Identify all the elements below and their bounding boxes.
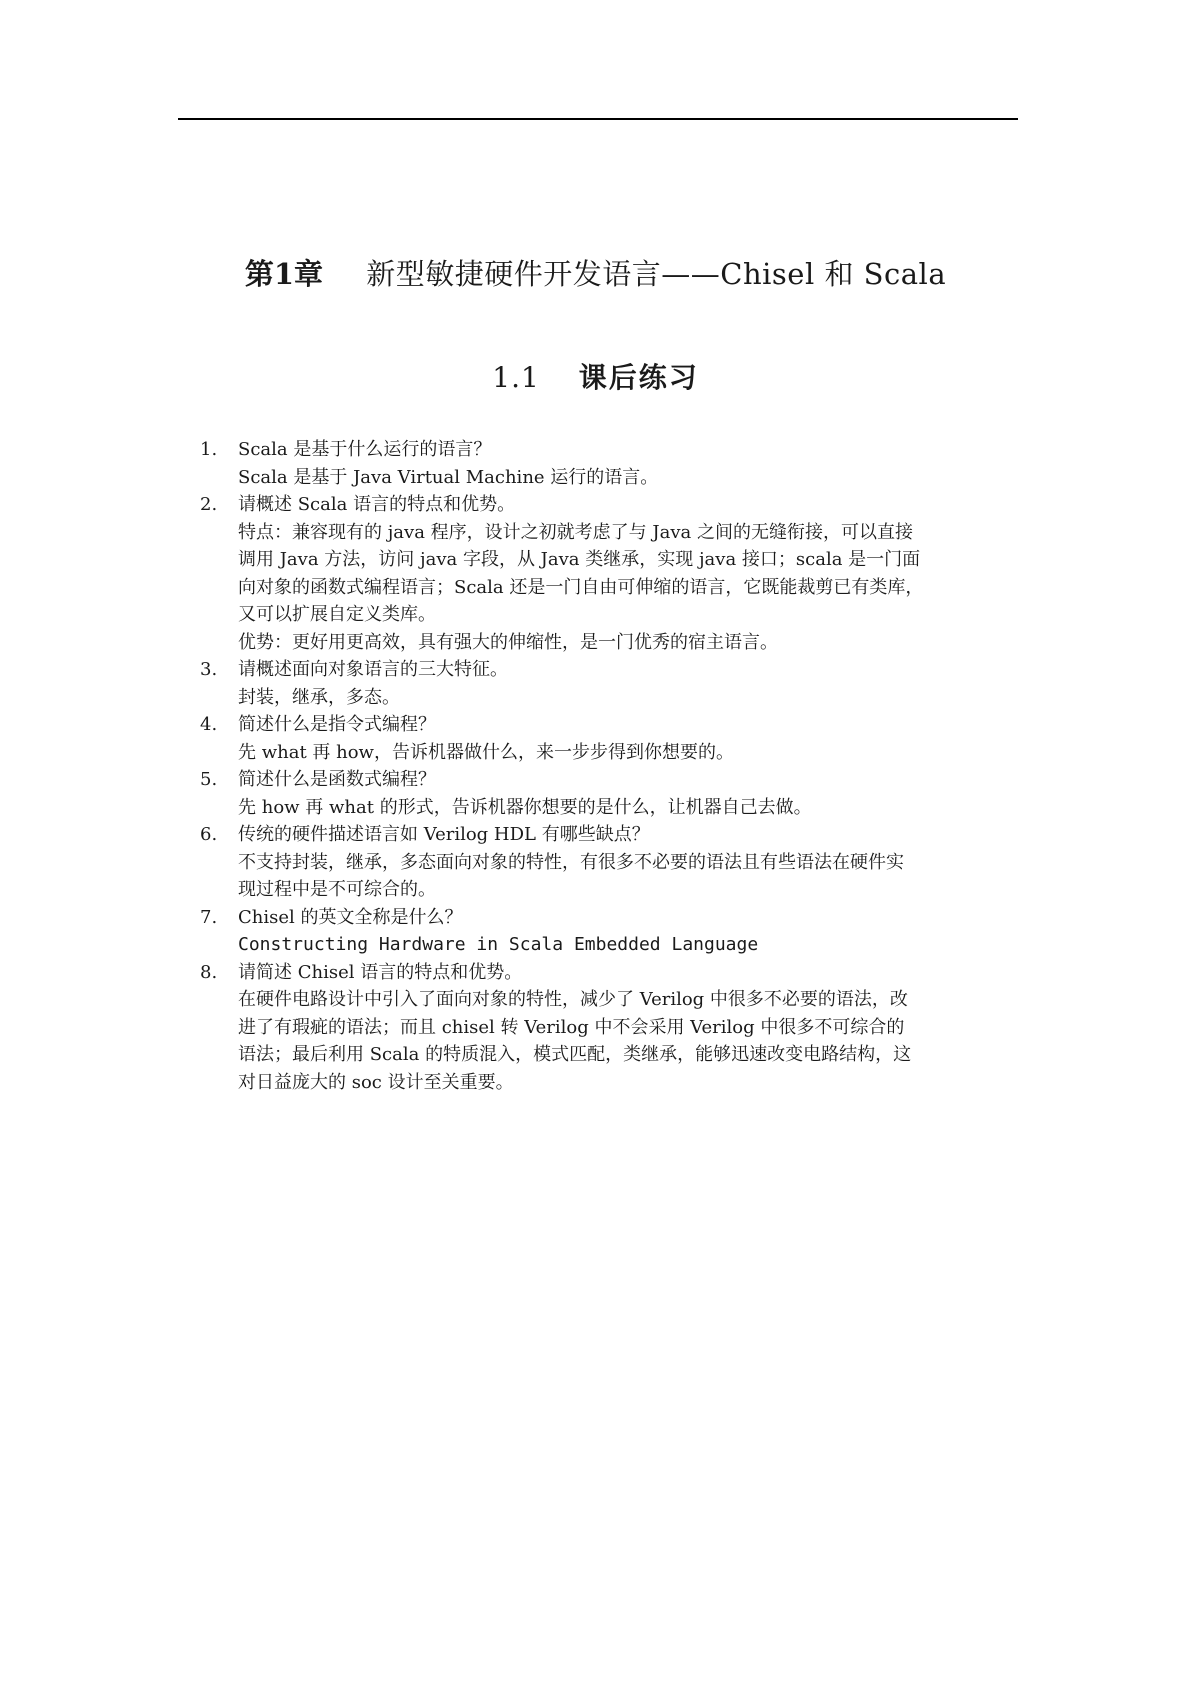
item-number: 2. <box>200 494 218 515</box>
answer-text <box>238 931 1026 959</box>
item-number: 6. <box>200 824 218 845</box>
exercise-item-4 <box>196 711 1026 766</box>
question-text: 请概述面向对象语言的三大特征。 <box>238 659 508 680</box>
answer-line: 先 how 再 what 的形式，告诉机器你想要的是什么，让机器自己去做。 <box>238 796 812 818</box>
item-number: 3. <box>200 659 218 680</box>
question-text: Chisel 的英文全称是什么？ <box>238 906 463 928</box>
answer-text <box>238 849 1026 904</box>
exercise-item-5 <box>196 766 1026 821</box>
answer-text <box>238 684 1026 712</box>
answer-line: 特点：兼容现有的 java 程序，设计之初就考虑了与 Java 之间的无缝衔接，可以直接 <box>238 521 913 543</box>
question-text: 简述什么是函数式编程？ <box>238 769 436 790</box>
answer-line: 不支持封装，继承，多态面向对象的特性，有很多不必要的语法且有些语法在硬件实 <box>238 851 904 873</box>
answer-text <box>238 739 1026 767</box>
question-text: 传统的硬件描述语言如 Verilog HDL 有哪些缺点？ <box>238 824 650 845</box>
answer-line: Scala 是基于 Java Virtual Machine 运行的语言。 <box>238 466 659 488</box>
question-text: 简述什么是指令式编程？ <box>238 714 436 735</box>
answer-text <box>238 464 1026 492</box>
section-title: 课后练习 <box>578 361 699 394</box>
answer-line: 又可以扩展自定义类库。 <box>238 604 436 625</box>
item-number: 4. <box>200 714 218 735</box>
answer-text <box>238 794 1026 822</box>
exercise-item-8 <box>196 959 1026 1097</box>
answer-text <box>238 986 1026 1096</box>
question-text: 请简述 Chisel 语言的特点和优势。 <box>238 961 523 983</box>
question-text: 请概述 Scala 语言的特点和优势。 <box>238 494 516 515</box>
exercise-item-6 <box>196 821 1026 904</box>
chapter-heading <box>0 254 1191 294</box>
exercise-item-1 <box>196 436 1026 491</box>
answer-line: 进了有瑕疵的语法；而且 chisel 转 Verilog 中不会采用 Verilog 中很多不可综合的 <box>238 1016 905 1038</box>
exercise-item-2 <box>196 491 1026 656</box>
section-number: 1.1 <box>492 361 540 394</box>
question-text: Scala 是基于什么运行的语言？ <box>238 439 492 460</box>
answer-line: 优势：更好用更高效，具有强大的伸缩性，是一门优秀的宿主语言。 <box>238 631 778 653</box>
answer-text <box>238 519 1026 657</box>
answer-line: 在硬件电路设计中引入了面向对象的特性，减少了 Verilog 中很多不必要的语法，改 <box>238 989 908 1010</box>
answer-line: 对日益庞大的 soc 设计至关重要。 <box>238 1071 514 1093</box>
answer-line: Constructing Hardware in Scala Embedded Language <box>238 934 759 955</box>
item-number: 5. <box>200 769 218 790</box>
answer-line: 现过程中是不可综合的。 <box>238 879 436 900</box>
item-number: 7. <box>200 906 218 928</box>
answer-line: 语法；最后利用 Scala 的特质混入，模式匹配，类继承，能够迅速改变电路结构，这 <box>238 1044 912 1065</box>
item-number: 1. <box>200 439 218 460</box>
answer-line: 封装，继承，多态。 <box>238 686 400 708</box>
answer-line: 先 what 再 how，告诉机器做什么，来一步步得到你想要的。 <box>238 741 734 763</box>
exercise-item-7 <box>196 904 1026 959</box>
exercise-item-3 <box>196 656 1026 711</box>
header-rule <box>178 118 1018 120</box>
answer-line: 调用 Java 方法，访问 java 字段，从 Java 类继承，实现 java 接口；scala 是一门面 <box>238 549 921 570</box>
chapter-title: 新型敏捷硬件开发语言——Chisel 和 Scala <box>366 257 947 291</box>
exercise-list <box>196 436 1026 1096</box>
chapter-label: 第1章 <box>244 257 324 291</box>
item-number: 8. <box>200 961 218 983</box>
answer-line: 向对象的函数式编程语言；Scala 还是一门自由可伸缩的语言，它既能裁剪已有类库， <box>238 576 924 598</box>
section-heading <box>0 358 1191 398</box>
